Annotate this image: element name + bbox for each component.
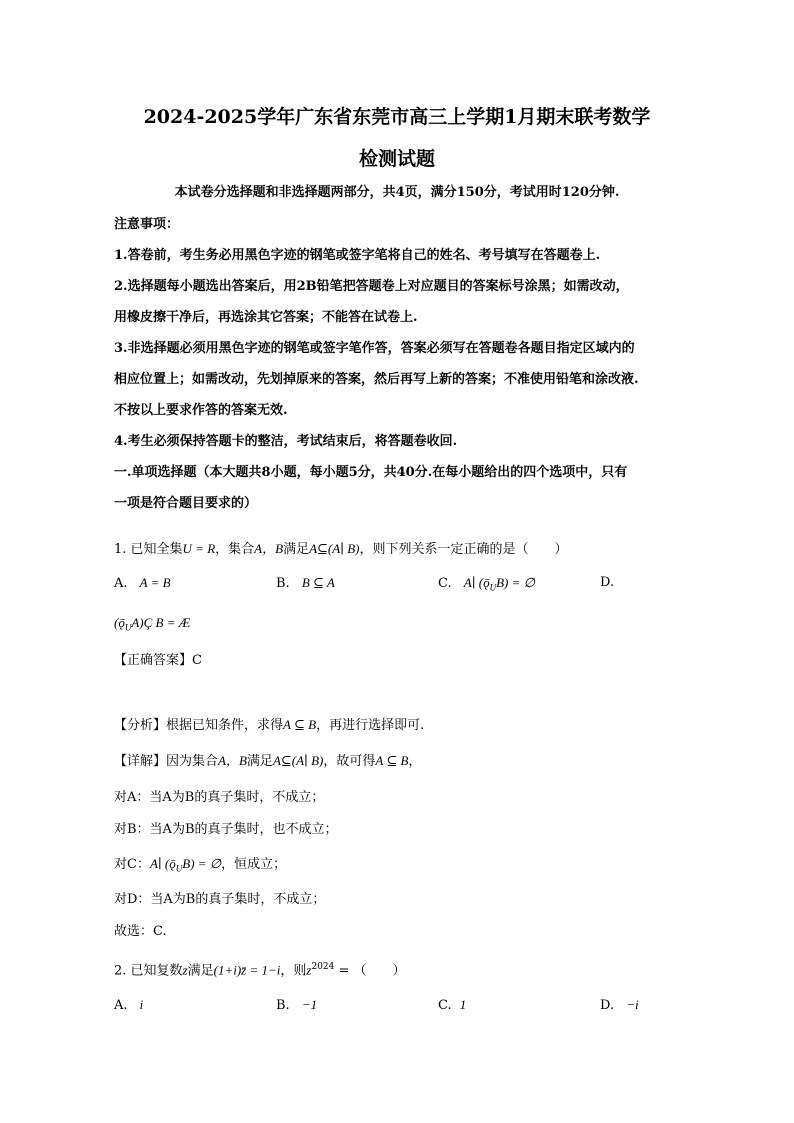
q2-stem-text-d: = （ ） (334, 963, 406, 979)
q1-stem-text-a: 1. 已知全集 (114, 542, 183, 557)
q2-option-a (114, 996, 143, 1015)
note-4: 4.考生必须保持答题卡的整洁，考试结束后，将答题卷收回. (114, 434, 458, 449)
q1-option-c-text-b: B) = ∅ (496, 575, 535, 590)
q1-answer-value: C (192, 653, 202, 668)
q2-option-c-text: 1 (459, 997, 467, 1012)
q1-option-c (438, 574, 535, 597)
q1-option-b (276, 574, 335, 593)
exam-title-line2: 检测试题 (358, 148, 435, 170)
q1-option-c-sub: U (489, 582, 497, 593)
q2-stem-math-equation: (1+i)z̄ = 1−i (213, 962, 281, 978)
q1-case-a: 对A：当A为B的真子集时，不成立； (114, 790, 325, 805)
q1-detail-text-d: ， (408, 754, 422, 769)
q2-option-b-text: −1 (301, 997, 318, 1012)
note-3-line1: 3.非选择题必须用黑色字迹的钢笔或签字笔作答，答案必须写在答题卷各题目指定区域内的 (114, 341, 635, 356)
exam-intro: 本试卷分选择题和非选择题两部分，共4页，满分150分，考试用时120分钟. (174, 185, 620, 200)
q1-option-c-text (463, 575, 535, 593)
q1-option-d-text-b: A)Ç B = Æ (131, 615, 191, 630)
q2-option-b (276, 996, 317, 1015)
q2-option-c (438, 996, 466, 1015)
q1-stem-text-b: ，集合 (215, 542, 255, 557)
q1-analysis (114, 716, 424, 735)
note-3-line2: 相应位置上；如需改动，先划掉原来的答案，然后再写上新的答案；不准使用铅笔和涂改液. (114, 372, 639, 387)
note-2-line1: 2.选择题每小题选出答案后，用2B铅笔把答题卷上对应题目的答案标号涂黑；如需改动， (114, 279, 629, 294)
q1-analysis-label: 【分析】 (114, 718, 167, 733)
q1-case-c-sub: U (175, 863, 183, 874)
q2-option-b-label: B. (276, 998, 290, 1013)
q1-option-d-text (114, 614, 190, 637)
q1-detail-text-c: ，故可得 (323, 754, 376, 769)
q1-stem-text-c: 满足 (283, 542, 310, 557)
q1-analysis-math: A ⊆ B (283, 717, 317, 732)
q2-stem-text-c: ，则 (280, 963, 307, 979)
q1-option-c-text-a: A∣ (ǭ (463, 575, 490, 590)
q2-option-d-text: −i (626, 997, 639, 1012)
q1-stem-math-sets: A，B (254, 541, 284, 556)
q1-stem (114, 540, 568, 559)
q2-option-d-label: D. (600, 998, 615, 1013)
q1-detail-math-subset: A ⊆ B (375, 753, 409, 768)
q1-option-d-label: D. (600, 575, 615, 590)
q1-option-a-text: A = B (139, 575, 171, 590)
q2-stem (114, 958, 406, 980)
q1-case-c-text-b: ，恒成立； (221, 857, 287, 872)
q1-option-d-sub: U (124, 622, 132, 633)
q1-case-c-math-a: A∣ (ǭ (149, 856, 176, 871)
q2-option-a-label: A. (114, 998, 128, 1013)
q1-option-b-label: B. (276, 576, 290, 591)
q1-analysis-text-b: ，再进行选择即可. (316, 718, 425, 733)
q1-option-b-text: B ⊆ A (301, 575, 335, 590)
q1-case-b: 对B：当A为B的真子集时，也不成立； (114, 822, 338, 837)
q1-case-c-math-b: B) = ∅ (182, 856, 222, 871)
q1-detail (114, 752, 421, 771)
q1-case-c-text-a: 对C： (114, 857, 150, 872)
note-1: 1.答卷前，考生务必用黑色字迹的钢笔或签字笔将自己的姓名、考号填写在答题卷上. (114, 248, 601, 263)
q1-conclusion: 故选：C. (114, 924, 167, 939)
q2-option-c-label: C. (438, 998, 452, 1013)
q1-case-d: 对D：当A为B的真子集时，不成立； (114, 892, 326, 907)
q1-detail-text-a: 因为集合 (166, 754, 219, 769)
q1-answer-label: 【正确答案】 (114, 653, 193, 668)
q1-stem-math-universal: U = R (182, 541, 216, 556)
q1-detail-math-condition: A⊆(A∣ B) (272, 753, 324, 768)
q1-option-d-text-a: (ǭ (114, 615, 125, 630)
q1-detail-label: 【详解】 (114, 754, 167, 769)
q2-option-d (600, 996, 639, 1015)
notes-heading: 注意事项： (114, 217, 180, 232)
q2-option-a-text: i (139, 997, 144, 1012)
section-heading-line2: 一项是符合题目要求的） (114, 496, 258, 511)
exam-title-line1: 2024-2025学年广东省东莞市高三上学期1月期末联考数学 (143, 106, 651, 128)
section-heading-line1: 一.单项选择题（本大题共8小题，每小题5分，共40分.在每小题给出的四个选项中，只有 (114, 465, 628, 480)
q1-option-a (114, 574, 171, 593)
q1-stem-text-d: ，则下列关系一定正确的是（ ） (359, 542, 568, 557)
q1-option-a-label: A. (114, 576, 128, 591)
q2-stem-math-power: z (306, 962, 312, 978)
q2-stem-exponent: 2024 (311, 962, 335, 972)
note-3-line3: 不按以上要求作答的答案无效. (114, 403, 288, 418)
q1-option-c-label: C. (438, 576, 452, 591)
q1-answer (114, 652, 202, 670)
q1-analysis-text-a: 根据已知条件，求得 (166, 718, 284, 733)
q2-stem-text-b: 满足 (187, 963, 214, 979)
q1-detail-math-sets: A，B (218, 753, 247, 768)
q2-stem-text-a: 2. 已知复数 (114, 963, 183, 979)
q1-stem-math-condition: A⊆(A∣ B) (309, 541, 360, 556)
q1-case-c (114, 855, 286, 878)
q1-detail-text-b: 满足 (246, 754, 273, 769)
note-2-line2: 用橡皮擦干净后，再选涂其它答案；不能答在试卷上. (114, 310, 418, 325)
q2-stem-math-z: z (182, 962, 188, 978)
